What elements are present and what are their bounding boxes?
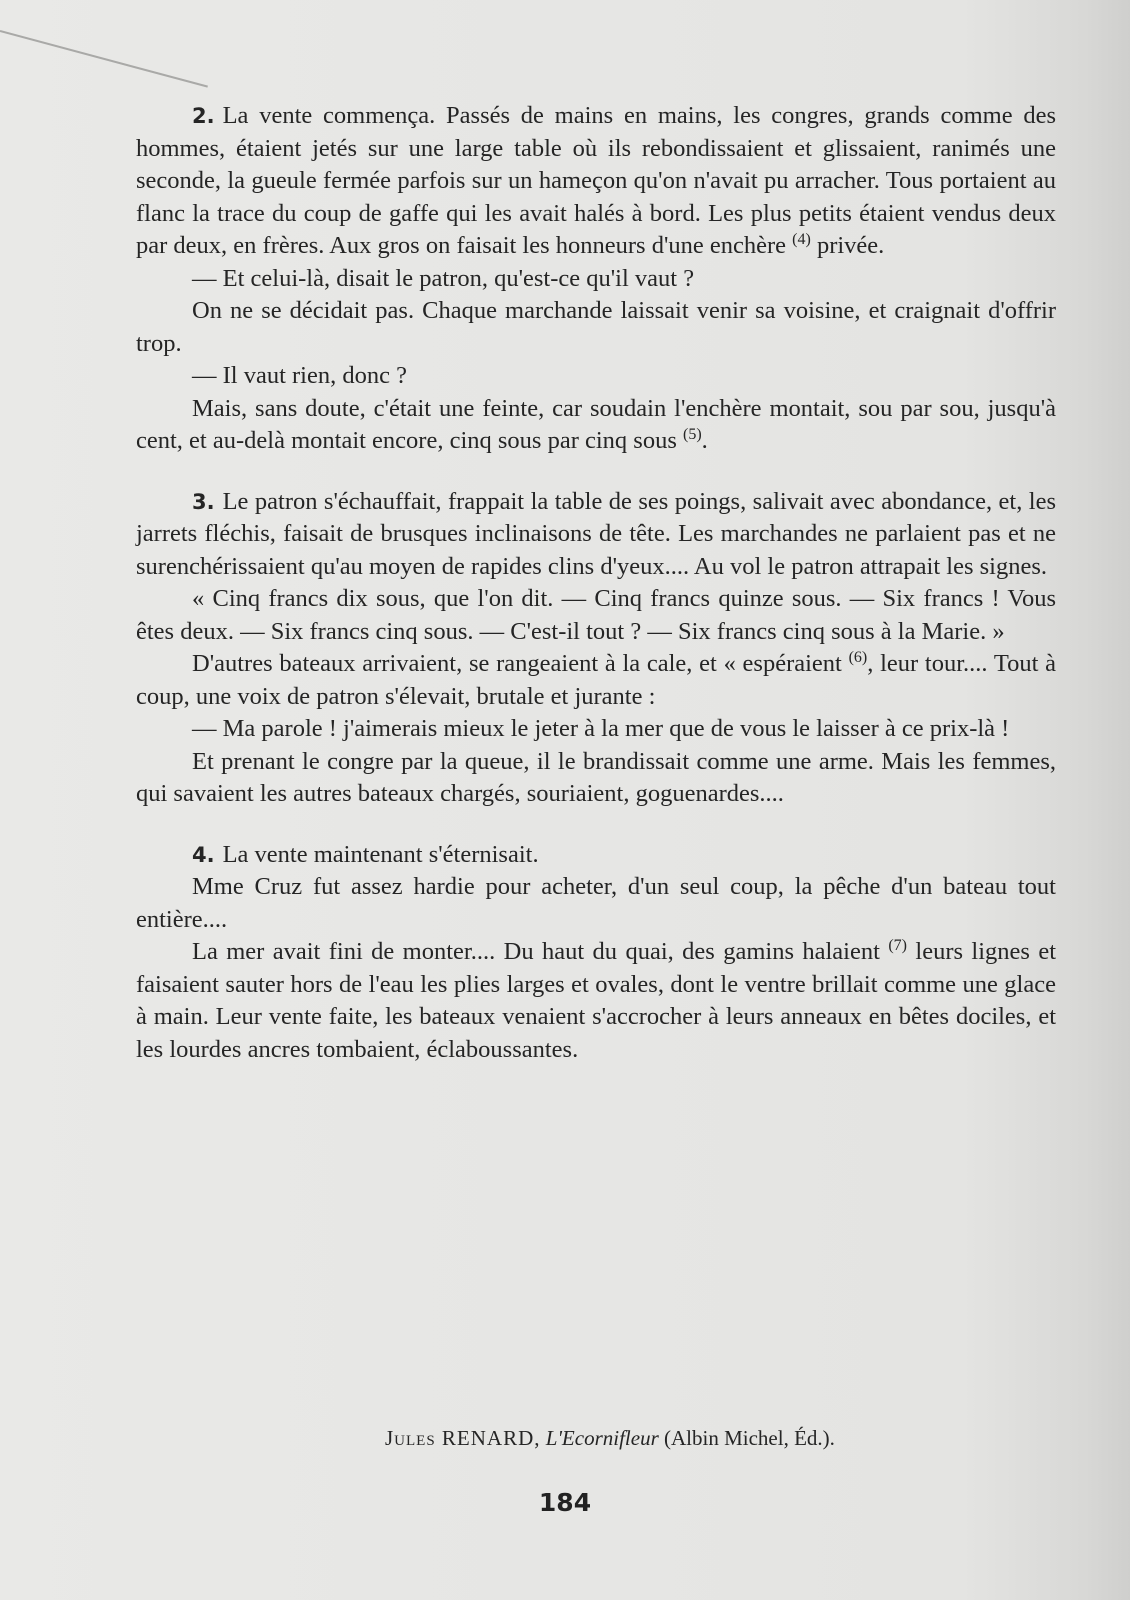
page-number: 184 — [538, 1488, 592, 1517]
text-run: , leur tour.... Tout à coup, une voix de patron s'élevait, brutale et jurante : — [136, 650, 1056, 710]
section-first-paragraph — [136, 486, 1056, 584]
paragraph — [136, 393, 1056, 458]
section-first-paragraph — [136, 100, 1056, 263]
section-number: 2. — [192, 104, 215, 128]
paragraph — [136, 263, 1056, 296]
section-number: 3. — [192, 489, 215, 514]
text-run: On ne se décidait pas. Chaque marchande laissait venir sa voisine, et craignait d'offrir trop. — [136, 297, 1056, 357]
paragraph — [136, 871, 1056, 936]
text-run: Mais, sans doute, c'était une feinte, car soudain l'enchère montait, sou par sou, jusqu'à cent, et au-delà montait encore, cinq sous par cinq sous — [136, 394, 1056, 454]
page-fold-crease — [0, 30, 208, 88]
attribution — [385, 1426, 1005, 1451]
text-run: . — [701, 427, 708, 454]
text-run: Et prenant le congre par la queue, il le brandissait comme une arme. Mais les femmes, qui savaient les autres bateaux chargés, souriaient, goguenardes.... — [136, 747, 1056, 807]
footnote-ref: (7) — [888, 936, 907, 954]
text-run: Le patron s'échauffait, frappait la table de ses poings, salivait avec abondance, et, les jarrets fléchis, faisait de brusques inclinaisons de tête. Les marchandes ne parlaient pas et ne surenchérissaient qu'au moyen de rapides clins d'yeux.... Au vol le patron attrapait les signes. — [136, 487, 1056, 580]
paragraph — [136, 936, 1056, 1066]
text-run: Mme Cruz fut assez hardie pour acheter, d'un seul coup, la pêche d'un bateau tout entière.... — [136, 873, 1056, 933]
section-first-paragraph — [136, 839, 1056, 872]
paragraph — [136, 360, 1056, 393]
text-run: D'autres bateaux arrivaient, se rangeaient à la cale, et « espéraient — [192, 650, 849, 677]
paragraph — [136, 713, 1056, 746]
text-run: leurs lignes et faisaient sauter hors de l'eau les plies larges et ovales, dont le ventre brillait comme une glace à main. Leur vente faite, les bateaux venaient s'accrocher à leurs anneaux en bêtes dociles, et les lourdes ancres tombaient, éclaboussantes. — [136, 938, 1057, 1063]
footnote-ref: (6) — [848, 648, 868, 666]
text-body — [136, 100, 1056, 1066]
text-run: La vente commença. Passés de mains en mains, les congres, grands comme des hommes, étaient jetés sur une large table où ils rebondissaient et glissaient, ranimés une seconde, la gueule fermée parfois sur un hameçon qu'on n'avait pu arracher. Tous portaient au flanc la trace du coup de gaffe qui les avait halés à bord. Les plus petits étaient vendus deux par deux, en frères. Aux gros on faisait les honneurs d'une enchère — [136, 102, 1056, 259]
paragraph — [136, 295, 1056, 360]
footnote-ref: (5) — [683, 425, 702, 443]
text-run: « Cinq francs dix sous, que l'on dit. — Cinq francs quinze sous. — Six francs ! Vous êtes deux. — Six francs cinq sous. — C'est-il tout ? — Six francs cinq sous à la Marie. » — [136, 585, 1056, 645]
text-run: — Ma parole ! j'aimerais mieux le jeter à la mer que de vous le laisser à ce prix-là ! — [192, 715, 1010, 742]
attribution-work: L'Ecornifleur — [545, 1426, 659, 1450]
text-run: — Et celui-là, disait le patron, qu'est-ce qu'il vaut ? — [192, 264, 695, 292]
text-run: privée. — [810, 232, 885, 259]
text-run: La mer avait fini de monter.... Du haut du quai, des gamins halaient — [192, 938, 889, 965]
paragraph — [136, 746, 1056, 811]
attribution-author: Jules RENARD, — [385, 1426, 541, 1450]
section-number: 4. — [192, 842, 215, 867]
paragraph — [136, 583, 1056, 648]
text-run: — Il vaut rien, donc ? — [192, 362, 407, 389]
text-run: La vente maintenant s'éternisait. — [222, 840, 539, 868]
paragraph — [136, 648, 1056, 713]
attribution-publisher: (Albin Michel, Éd.). — [664, 1426, 835, 1450]
footnote-ref: (4) — [792, 230, 811, 248]
